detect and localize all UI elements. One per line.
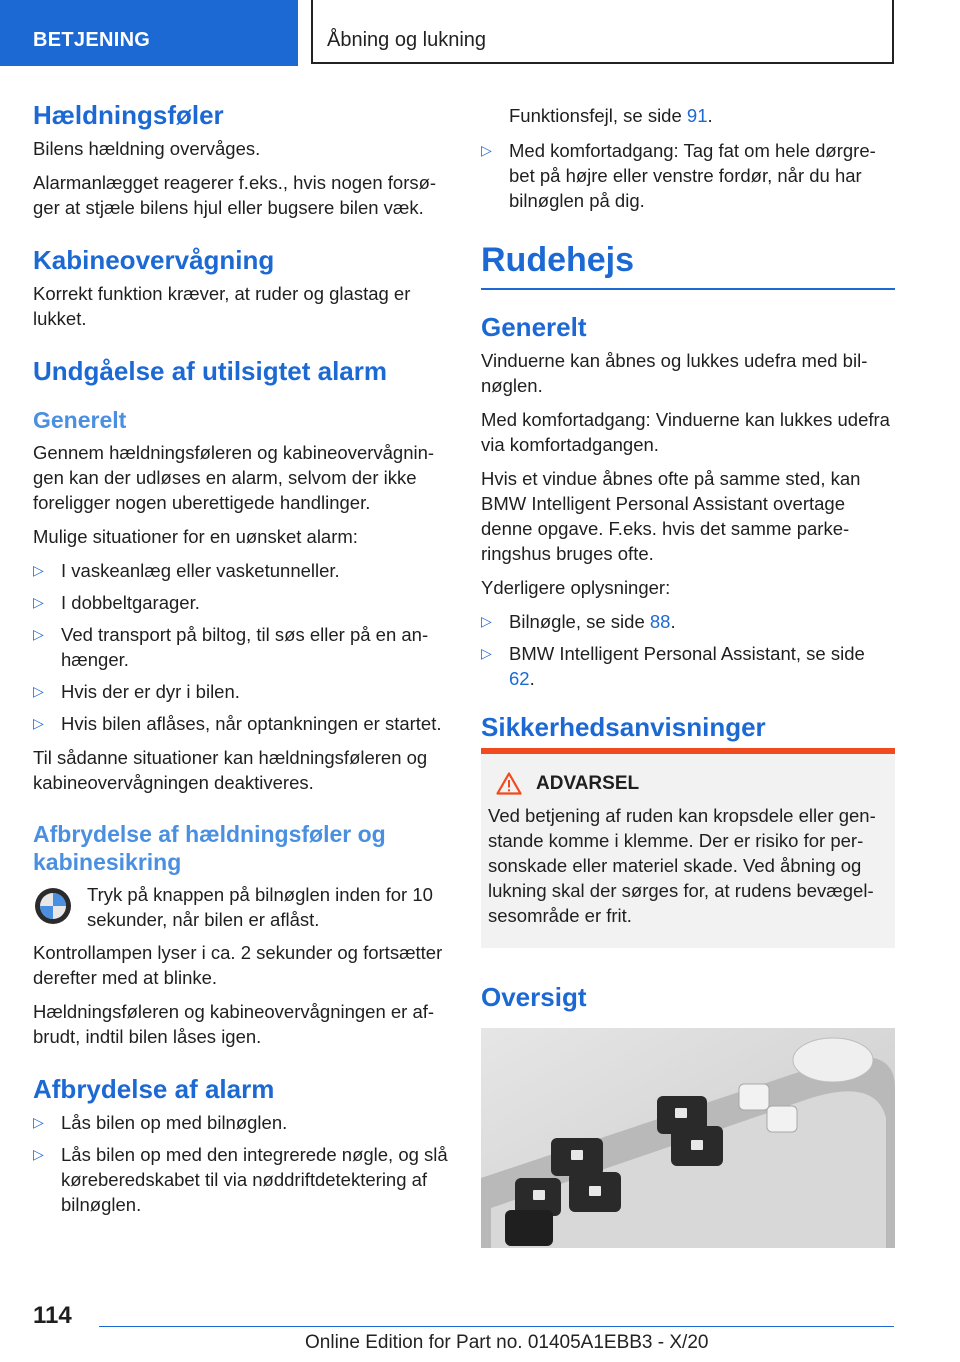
alarm-list: [33, 1110, 448, 1217]
general-para-3: Til sådanne situationer kan hældningsføleren og kabineovervågningen deaktiveres.: [33, 747, 428, 793]
interrupt-heading: Afbrydelse af hældningsføler og kabinesikring: [33, 821, 386, 875]
section-label: BETJENING: [33, 29, 151, 51]
interrupt-para-1: Kontrollampen lyser i ca. 2 sekunder og fortsætter derefter med at blinke.: [33, 942, 443, 988]
section-tab: [0, 0, 298, 66]
window-general-heading: Generelt: [481, 312, 587, 342]
heading-rule: [481, 288, 895, 290]
page-link[interactable]: 88: [649, 611, 671, 632]
triangle-bullet-icon: ▷: [33, 1114, 44, 1130]
tilt-sensor-heading: Hældningsføler: [33, 100, 224, 130]
list-item: ▷ I dobbeltgarager.: [33, 592, 200, 613]
triangle-bullet-icon: ▷: [481, 142, 492, 158]
window-para-1: Vinduerne kan åbnes og lukkes udefra med bilnøglen.: [481, 350, 868, 396]
list-item: ▷ I vaskeanlæg eller vasketunneller.: [33, 560, 340, 581]
list-item: ▷ Ved transport på biltog, til søs eller på en anhænger.: [33, 624, 429, 670]
cabin-para-1: Korrekt funktion kræver, at ruder og glastag er lukket.: [33, 283, 411, 329]
warning-text: Ved betjening af ruden kan kropsdele eller genstande komme i klemme. Der er risiko for personskade eller materiel skade. Ved åbning og lukning skal der sørges for, at rudens bevægelsesområde er frit.: [488, 805, 876, 926]
comfort-list: [481, 138, 895, 213]
info-list: [481, 609, 895, 691]
triangle-bullet-icon: ▷: [33, 715, 44, 731]
general-para-2: Mulige situationer for en uønsket alarm:: [33, 526, 358, 547]
warning-triangle-icon: [496, 772, 522, 795]
general-para-1: Gennem hældningsføleren og kabineovervågningen kan der udløses en alarm, selvom der ikke foreligger nogen uberettigede handlinger.: [33, 442, 435, 513]
cabin-monitoring-heading: Kabineovervågning: [33, 245, 275, 275]
chapter-tab: [311, 0, 894, 64]
overview-heading: Oversigt: [481, 982, 587, 1012]
triangle-bullet-icon: ▷: [33, 626, 44, 642]
footer-edition: Online Edition for Part no. 01405A1EBB3 - X/20: [305, 1332, 709, 1353]
footer-rule: [99, 1326, 894, 1327]
page-link[interactable]: 91: [686, 105, 708, 126]
tilt-para-2: Alarmanlægget reagerer f.eks., hvis nogen forsøger at stjæle bilens hjul eller bugsere bilen væk.: [33, 172, 437, 218]
tilt-para-1: Bilens hældning overvåges.: [33, 138, 261, 159]
chapter-label: Åbning og lukning: [327, 29, 487, 51]
list-item: ▷ BMW Intelligent Personal Assistant, se side 62.: [481, 643, 865, 689]
list-item: ▷ Lås bilen op med bilnøglen.: [33, 1112, 288, 1133]
window-para-2: Med komfortadgang: Vinduerne kan lukkes udefra via komfortadgangen.: [481, 409, 890, 455]
situations-list: [33, 558, 448, 736]
safety-heading: Sikkerhedsanvisninger: [481, 712, 766, 742]
triangle-bullet-icon: ▷: [33, 1146, 44, 1162]
alarm-off-heading: Afbrydelse af alarm: [33, 1074, 275, 1104]
avoid-alarm-heading: Undgåelse af utilsigtet alarm: [33, 356, 387, 386]
list-item: ▷ Hvis bilen aflåses, når optankningen er startet.: [33, 713, 442, 734]
interrupt-para-2: Hældningsføleren og kabineovervågningen er afbrudt, indtil bilen låses igen.: [33, 1001, 435, 1047]
page-link[interactable]: 62: [509, 668, 530, 689]
triangle-bullet-icon: ▷: [33, 594, 44, 610]
triangle-bullet-icon: ▷: [33, 683, 44, 699]
list-item: ▷ Med komfortadgang: Tag fat om hele dørgrebet på højre eller venstre fordør, når du har bilnøglen på dig.: [481, 140, 876, 211]
continued-text: Funktionsfejl, se side 91.: [509, 105, 713, 126]
list-item: ▷ Hvis der er dyr i bilen.: [33, 681, 240, 702]
warning-box: [481, 748, 895, 948]
list-item: ▷ Lås bilen op med den integrerede nøgle, og slå køreberedskabet til via nøddriftdetektering af bilnøglen.: [33, 1144, 448, 1215]
window-para-4: Yderligere oplysninger:: [481, 577, 671, 598]
triangle-bullet-icon: ▷: [481, 613, 492, 629]
window-switch-photo: [481, 1028, 895, 1248]
list-item: ▷ Bilnøgle, se side 88.: [481, 611, 676, 632]
warning-title: ADVARSEL: [488, 772, 888, 795]
right-column: [481, 103, 895, 1253]
triangle-bullet-icon: ▷: [33, 562, 44, 578]
triangle-bullet-icon: ▷: [481, 645, 492, 661]
key-text: Tryk på knappen på bilnøglen inden for 10 sekunder, når bilen er aflåst.: [87, 884, 433, 930]
page-number: 114: [33, 1302, 72, 1329]
general-heading: Generelt: [33, 407, 127, 433]
chapter-heading: Rudehejs: [481, 241, 635, 279]
window-para-3: Hvis et vindue åbnes ofte på samme sted, kan BMW Intelligent Personal Assistant overtage denne opgave. F.eks. hvis det samme parkeringshus bruges ofte.: [481, 468, 861, 564]
key-instruction: [33, 882, 448, 932]
left-column: [33, 100, 448, 1226]
bmw-key-icon: [33, 886, 73, 926]
